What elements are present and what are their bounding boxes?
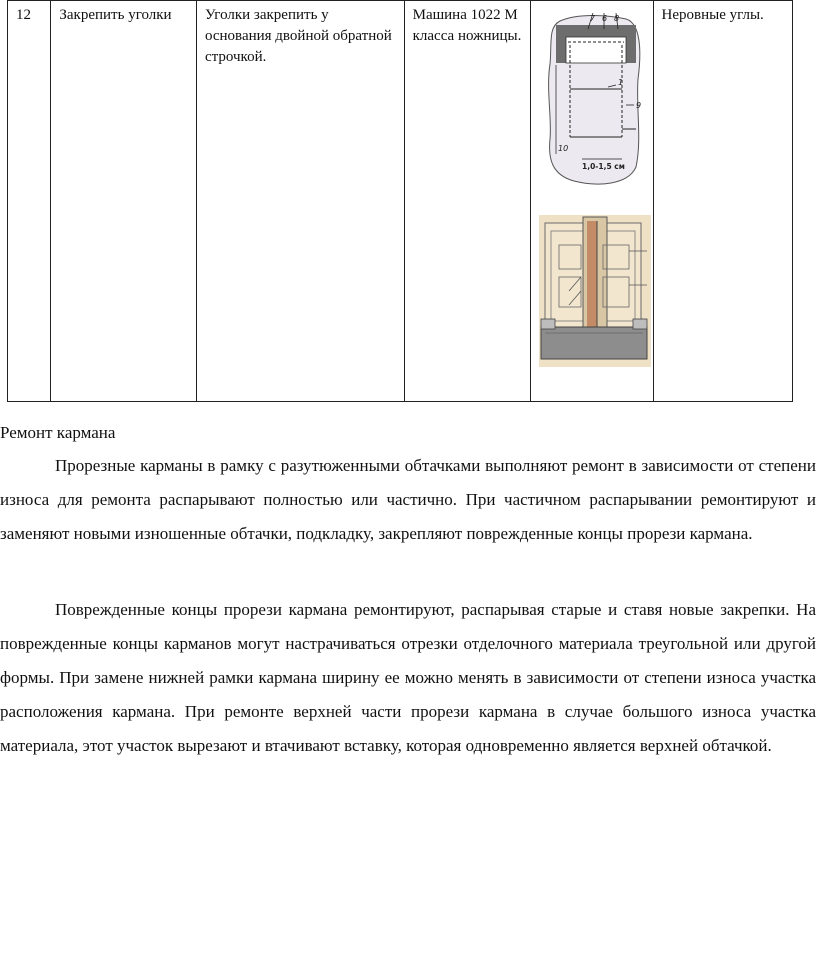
illustration-cell	[530, 1, 653, 402]
dimension-label: 1,0-1,5 см	[581, 162, 625, 171]
figure-label: 6	[601, 14, 607, 23]
step-number: 12	[16, 7, 31, 23]
operation-cell	[51, 1, 197, 402]
paragraph: Прорезные карманы в рамку с разутюженными обтачками выполняют ремонт в зависимости от степени износа для ремонта распарывают полностью или частично. При частичном распарывании ремонтируют и заменяют новыми изношенные обтачки, подкладку, закрепляют поврежденные концы прорези кармана.	[0, 456, 816, 543]
technique-text: Уголки закрепить у основания двойной обратной строчкой.	[205, 7, 392, 65]
figure-label: 10	[557, 144, 568, 153]
step-number-cell	[8, 1, 51, 402]
figure-label: 7	[589, 14, 595, 23]
paragraph: Поврежденные концы прорези кармана ремонтируют, распарывая старые и ставя новые закрепки. На поврежденные концы карманов могут настрачиваться отрезки отделочного материала треугольной или другой формы. При замене нижней рамки кармана ширину ее можно менять в зависимости от степени износа участка расположения кармана. При ремонте верхней части прорези кармана в случае большого износа участка материала, этот участок вырезают и втачивают вставку, которая одновременно является верхней обтачкой.	[0, 600, 816, 755]
figure-label: 9	[635, 101, 641, 110]
section-title: Ремонт кармана	[0, 423, 116, 442]
defect-text: Неровные углы.	[661, 7, 764, 23]
technique-cell	[197, 1, 405, 402]
figure-label: 1	[617, 78, 623, 87]
table-row	[8, 1, 793, 402]
equipment-text: Машина 1022 М класса ножницы.	[412, 7, 522, 44]
process-table	[7, 0, 793, 402]
figure-label: 8	[613, 14, 619, 23]
pocket-welt-diagram	[539, 215, 651, 367]
pocket-corner-diagram	[538, 9, 644, 189]
operation-text: Закрепить уголки	[59, 7, 172, 23]
equipment-cell	[404, 1, 530, 402]
defect-cell	[653, 1, 792, 402]
